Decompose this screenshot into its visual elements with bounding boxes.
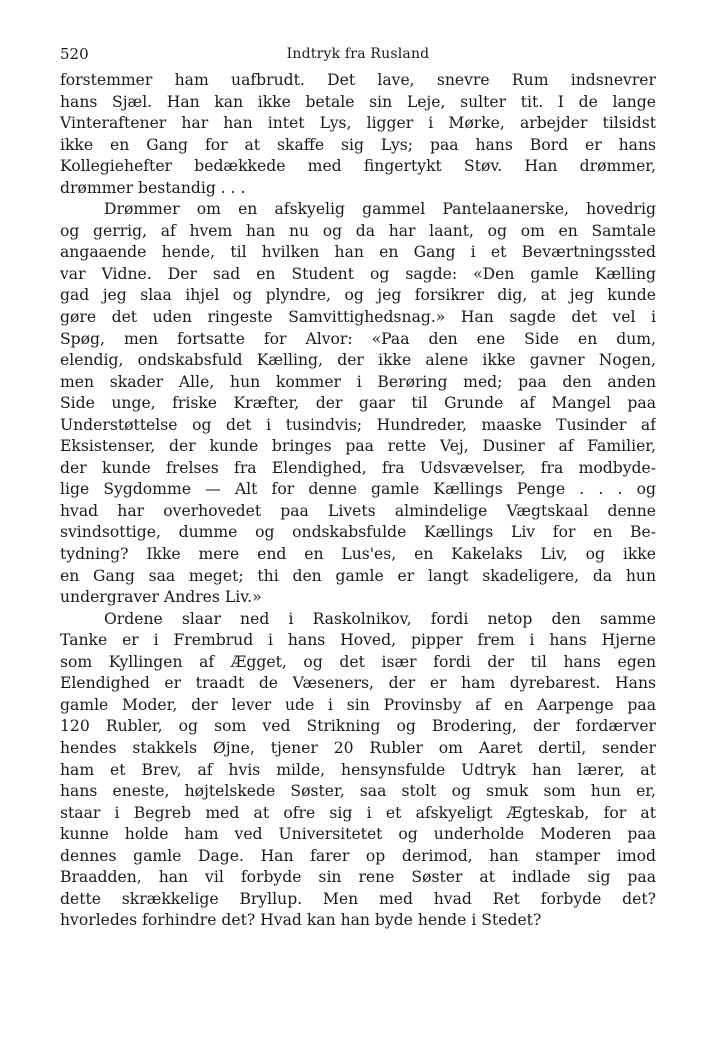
text-line: gamle Moder, der lever ude i sin Provinsby af en Aarpenge paa [60, 695, 656, 714]
text-line: der kunde frelses fra Elendighed, fra Udsvævelser, fra modbyde- [60, 458, 656, 477]
text-line: Elendighed er traadt de Væseners, der er ham dyrebarest. Hans [60, 674, 656, 693]
text-line: hvorledes forhindre det? Hvad kan han byde hende i Stedet? [60, 911, 542, 930]
text-line: Understøttelse og det i tusindvis; Hundreder, maaske Tusinder af [60, 415, 656, 434]
text-line: gad jeg slaa ihjel og plyndre, og jeg forsikrer dig, at jeg kunde [60, 286, 656, 305]
paragraph [60, 199, 656, 608]
text-line: Eksistenser, der kunde bringes paa rette Vej, Dusiner af Familier, [60, 437, 656, 456]
text-line: Braadden, han vil forbyde sin rene Søster at indlade sig paa [60, 868, 656, 887]
page-number: 520 [60, 45, 89, 63]
text-line: 120 Rubler, og som ved Strikning og Brodering, der fordærver [60, 717, 656, 736]
text-line: ham et Brev, af hvis milde, hensynsfulde Udtryk han lærer, at [60, 760, 656, 779]
text-line: Drømmer om en afskyelig gammel Pantelaanerske, hovedrig [104, 200, 656, 219]
text-line: men skader Alle, hun kommer i Berøring med; paa den anden [60, 372, 656, 391]
text-line: staar i Begreb med at ofre sig i et afskyeligt Ægteskab, for at [60, 803, 656, 822]
text-line: elendig, ondskabsfuld Kælling, der ikke alene ikke gavner Nogen, [60, 351, 656, 370]
text-line: angaaende hende, til hvilken han en Gang i et Beværtningssted [60, 243, 656, 262]
text-line: Spøg, men fortsatte for Alvor: «Paa den ene Side en dum, [60, 329, 656, 348]
running-head [60, 44, 656, 70]
text-line: dette skrækkelige Bryllup. Men med hvad Ret forbyde det? [60, 889, 656, 908]
text-line: Tanke er i Frembrud i hans Hoved, pipper frem i hans Hjerne [60, 631, 656, 650]
text-line: en Gang saa meget; thi den gamle er langt skadeligere, da hun [60, 566, 656, 585]
text-line: dennes gamle Dage. Han farer op derimod, han stamper imod [60, 846, 656, 865]
text-line: kunne holde ham ved Universitetet og underholde Moderen paa [60, 825, 656, 844]
text-line: undergraver Andres Liv.» [60, 588, 262, 607]
text-line: svindsottige, dumme og ondskabsfulde Kællings Liv for en Be- [60, 523, 656, 542]
text-line: hvad har overhovedet paa Livets almindelige Vægtskaal denne [60, 501, 656, 520]
text-line: Side unge, friske Kræfter, der gaar til Grunde af Mangel paa [60, 394, 656, 413]
text-line: lige Sygdomme — Alt for denne gamle Kællings Penge . . . og [60, 480, 656, 499]
text-line: som Kyllingen af Ægget, og det især fordi der til hans egen [60, 652, 656, 671]
text-line: hendes stakkels Øjne, tjener 20 Rubler om Aaret dertil, sender [60, 738, 656, 757]
text-line: hans eneste, højtelskede Søster, saa stolt og smuk som hun er, [60, 782, 656, 801]
paragraph [60, 609, 656, 932]
body-text [60, 70, 656, 932]
text-line: Vinteraftener har han intet Lys, ligger i Mørke, arbejder tilsidst [60, 114, 656, 133]
text-line: og gerrig, af hvem han nu og da har laant, og om en Samtale [60, 221, 656, 240]
text-line: forstemmer ham uafbrudt. Det lave, snevre Rum indsnevrer [60, 71, 656, 89]
book-page [60, 44, 656, 932]
text-line: hans Sjæl. Han kan ikke betale sin Leje, sulter tit. I de lange [60, 92, 656, 111]
running-title: Indtryk fra Rusland [286, 46, 430, 62]
text-line: tydning? Ikke mere end en Lus'es, en Kakelaks Liv, og ikke [60, 545, 656, 564]
text-line: Kollegiehefter bedækkede med fingertykt Støv. Han drømmer, [60, 157, 656, 176]
text-line: Ordene slaar ned i Raskolnikov, fordi netop den samme [104, 609, 656, 628]
text-line: ikke en Gang for at skaffe sig Lys; paa hans Bord er hans [60, 135, 656, 154]
text-line: drømmer bestandig . . . [60, 178, 246, 197]
paragraph [60, 70, 656, 199]
text-line: var Vidne. Der sad en Student og sagde: «Den gamle Kælling [60, 264, 656, 283]
text-line: gøre det uden ringeste Samvittighedsnag.» Han sagde det vel i [60, 308, 656, 327]
